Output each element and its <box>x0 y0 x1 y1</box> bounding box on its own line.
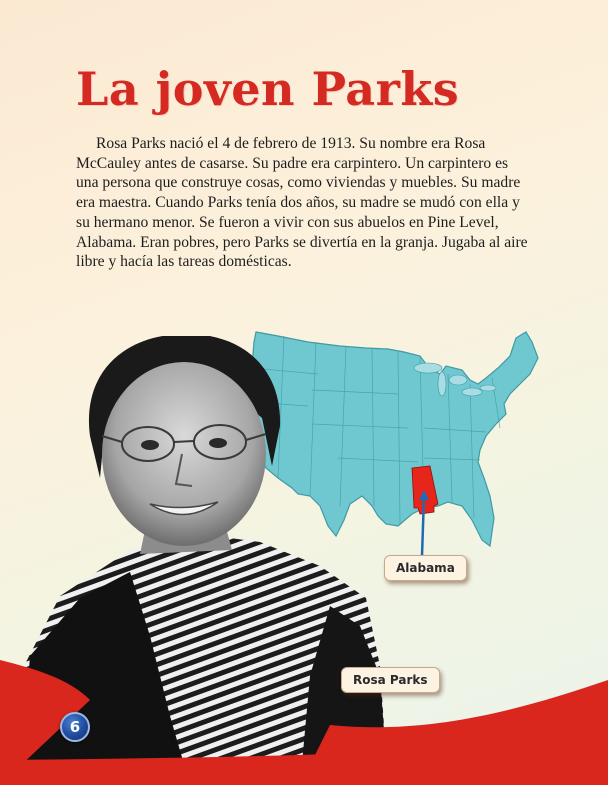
page-title: La joven Parks <box>76 62 460 116</box>
footer-swoosh <box>0 640 608 785</box>
page-number-badge: 6 <box>60 712 90 742</box>
photo-caption: Rosa Parks <box>341 667 440 693</box>
body-paragraph: Rosa Parks nació el 4 de febrero de 1913. Su nombre era Rosa McCauley antes de casarse. Su padre era carpintero. Un carpintero es una persona que construye cosas, como viviendas y muebles. Su madre era maestra. Cuando Parks tenía dos años, su madre se mudó con ella y su hermano menor. Se fueron a vivir con sus abuelos en Pine Level, Alabama. Eran pobres, pero Parks se divertía en la granja. Jugaba al aire libre y hacía las tareas domésticas. <box>76 135 528 271</box>
alabama-label: Alabama <box>384 555 467 581</box>
